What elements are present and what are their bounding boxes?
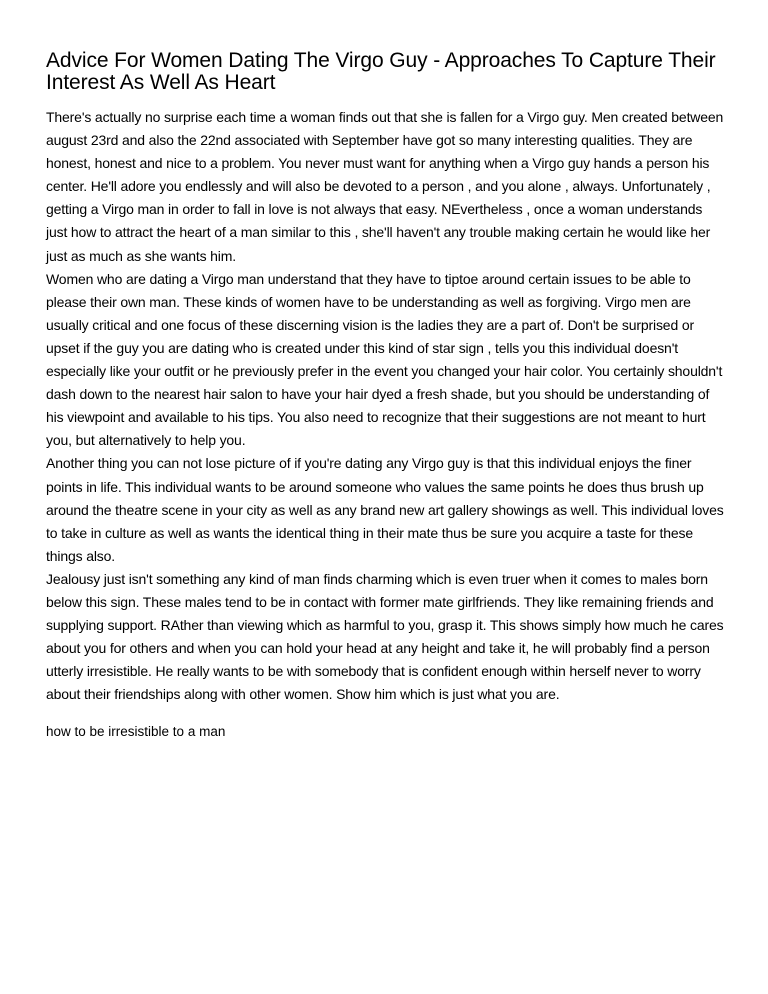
document-page: [46, 50, 726, 742]
article-body: [46, 106, 726, 706]
related-link[interactable]: how to be irresistible to a man: [46, 724, 226, 740]
paragraph-2: Women who are dating a Virgo man understand that they have to tiptoe around certain issues to be able to please their own man. These kinds of women have to be understanding as well as forgiving. Virgo men are usually critical and one focus of these discerning vision is the ladies they are a part of. Don't be surprised or upset if the guy you are dating who is created under this kind of star sign , tells you this individual doesn't especially like your outfit or he previously prefer in the event you changed your hair color. You certainly shouldn't dash down to the nearest hair salon to have your hair dyed a fresh shade, but you should be understanding of his viewpoint and available to his tips. You also need to recognize that their suggestions are not meant to hurt you, but alternatively to help you.: [46, 270, 723, 449]
paragraph-3: Another thing you can not lose picture of if you're dating any Virgo guy is that this individual enjoys the finer points in life. This individual wants to be around someone who values the same points he does thus brush up around the theatre scene in your city as well as any brand new art gallery showings as well. This individual loves to take in culture as well as wants the identical thing in their mate thus be sure you acquire a taste for these things also.: [46, 455, 724, 564]
page-title: Advice For Women Dating The Virgo Guy - Approaches To Capture Their Interest As Well As Heart: [46, 49, 716, 94]
paragraph-1: There's actually no surprise each time a woman finds out that she is fallen for a Virgo guy. Men created between august 23rd and also the 22nd associated with September have got so many interesting qualities. They are honest, honest and nice to a problem. You never must want for anything when a Virgo guy hands a person his center. He'll adore you endlessly and will also be devoted to a person , and you alone , always. Unfortunately , getting a Virgo man in order to fall in love is not always that easy. NEvertheless , once a woman understands just how to attract the heart of a man similar to this , she'll haven't any trouble making certain he would like her just as much as she wants him.: [46, 109, 724, 264]
paragraph-4: Jealousy just isn't something any kind of man finds charming which is even truer when it comes to males born below this sign. These males tend to be in contact with former mate girlfriends. They like remaining friends and supplying support. RAther than viewing which as harmful to you, grasp it. This shows simply how much he cares about you for others and when you can hold your head at any height and take it, he will probably find a person utterly irresistible. He really wants to be with somebody that is confident enough within herself never to worry about their friendships along with other women. Show him which is just what you are.: [46, 570, 724, 703]
